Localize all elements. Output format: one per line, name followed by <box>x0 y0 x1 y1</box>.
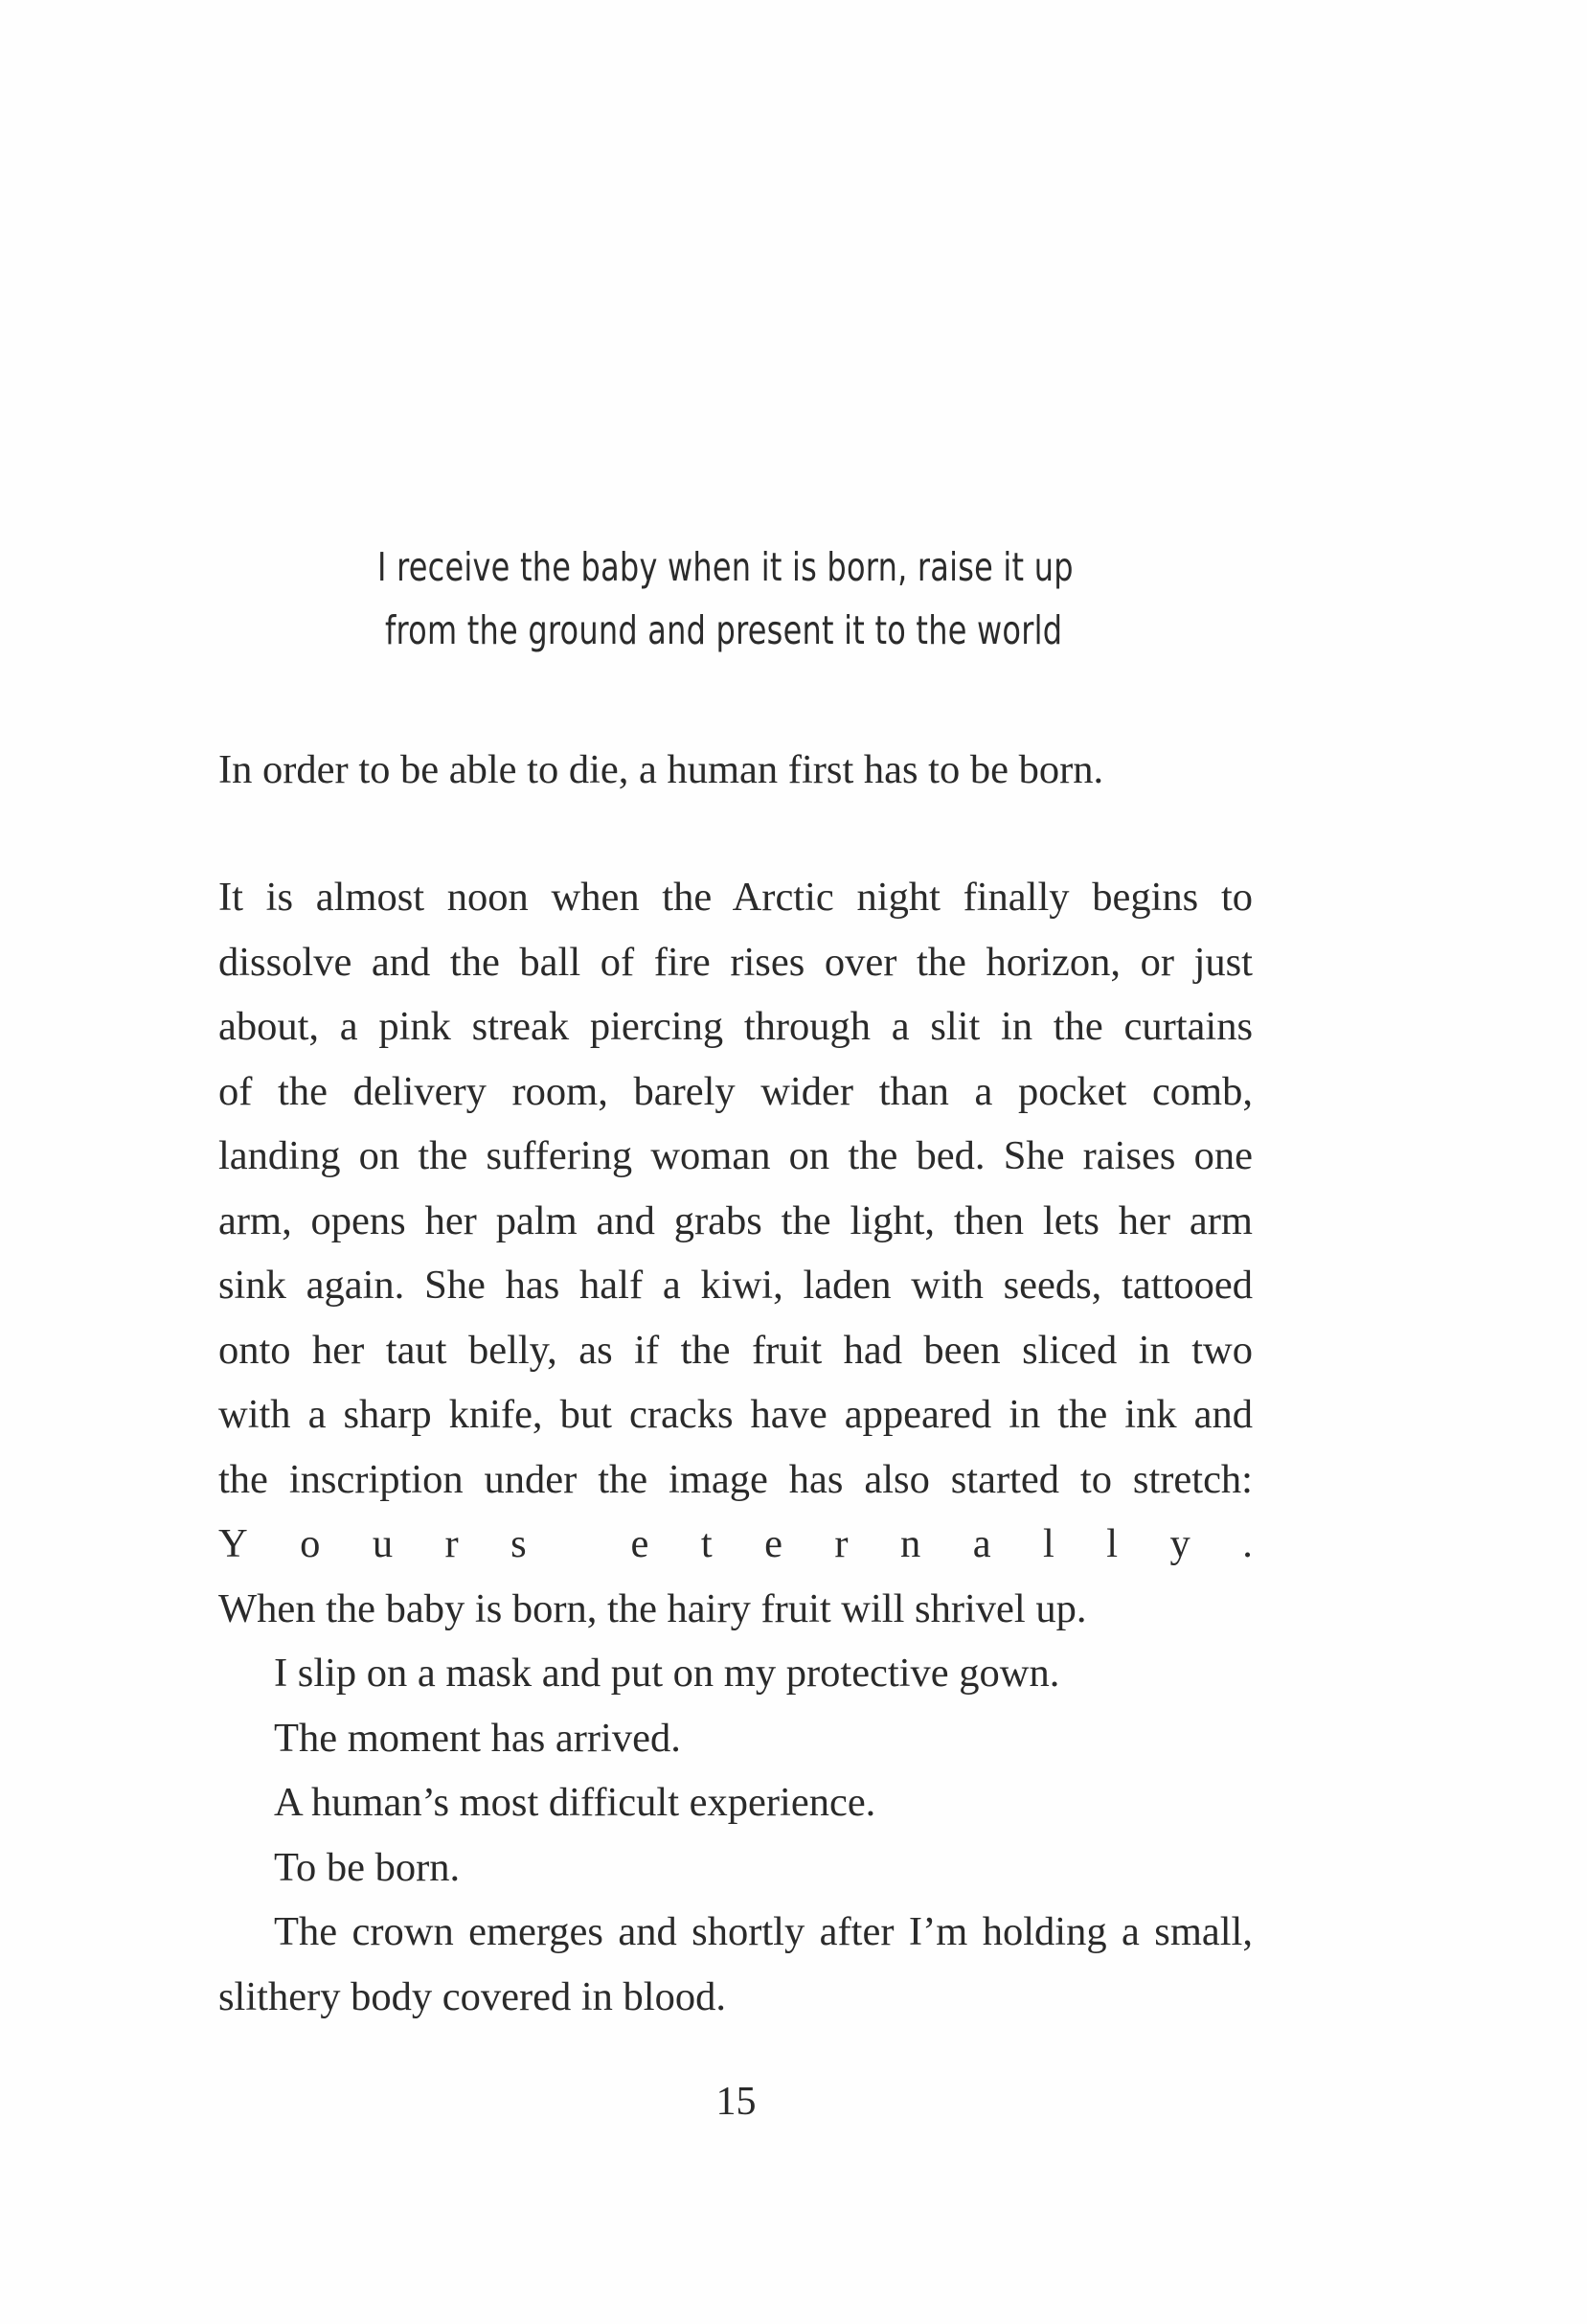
inscription-letter: l <box>1106 1521 1119 1566</box>
paragraph-line: dissolve and the ball of fire rises over the horizon, or just <box>218 939 1253 985</box>
epigraph-line-1: I receive the baby when it is born, raise it up <box>377 544 1074 590</box>
paragraph-line: onto her taut belly, as if the fruit had been sliced in two <box>218 1327 1253 1373</box>
page-number: 15 <box>715 2080 757 2124</box>
paragraph-line: the inscription under the image has also started to stretch: <box>218 1456 1253 1502</box>
after-stretch-line: When the baby is born, the hairy fruit will shrivel up. <box>218 1585 1087 1631</box>
inscription-letter: y <box>1169 1521 1190 1566</box>
inscription-letter: u <box>372 1521 394 1566</box>
short-line: I slip on a mask and put on my protective gown. <box>274 1651 1060 1696</box>
inscription-letter: r <box>444 1521 459 1566</box>
paragraph-line: with a sharp knife, but cracks have appeared in the ink and <box>218 1392 1253 1437</box>
inscription-letter: t <box>700 1521 713 1566</box>
paragraph-line: about, a pink streak piercing through a slit in the curtains <box>218 1004 1253 1049</box>
main-text <box>218 865 1253 2029</box>
inscription-letter: s <box>510 1521 527 1566</box>
short-line: To be born. <box>274 1844 461 1890</box>
opening-line: In order to be able to die, a human first has to be born. <box>218 747 1104 792</box>
inscription-letter: a <box>972 1521 991 1566</box>
inscription-letter: e <box>630 1521 649 1566</box>
stretched-inscription <box>218 1512 1253 1577</box>
inscription-letter: n <box>900 1521 921 1566</box>
inscription-letter: Y <box>218 1521 248 1566</box>
paragraph-line: sink again. She has half a kiwi, laden with seeds, tattooed <box>218 1263 1253 1308</box>
inscription-letter: r <box>834 1521 849 1566</box>
paragraph-line: of the delivery room, barely wider than a pocket comb, <box>218 1068 1253 1114</box>
inscription-letter: l <box>1043 1521 1054 1566</box>
short-line: A human’s most difficult experience. <box>274 1780 876 1825</box>
paragraph-line: landing on the suffering woman on the bed. She raises one <box>218 1133 1253 1178</box>
final-paragraph-line: The crown emerges and shortly after I’m holding a small, <box>274 1909 1253 1954</box>
short-line: The moment has arrived. <box>274 1715 681 1761</box>
opening-sentence <box>218 738 1253 803</box>
paragraph-line: It is almost noon when the Arctic night finally begins to <box>218 875 1253 920</box>
paragraph-line: arm, opens her palm and grabs the light, then lets her arm <box>218 1197 1253 1243</box>
inscription-letter: o <box>300 1521 321 1566</box>
inscription-letter: . <box>1242 1521 1253 1566</box>
final-paragraph-line: slithery body covered in blood. <box>218 1973 726 2019</box>
epigraph-line-2: from the ground and present it to the world <box>385 607 1063 653</box>
inscription-letter: e <box>764 1521 782 1566</box>
